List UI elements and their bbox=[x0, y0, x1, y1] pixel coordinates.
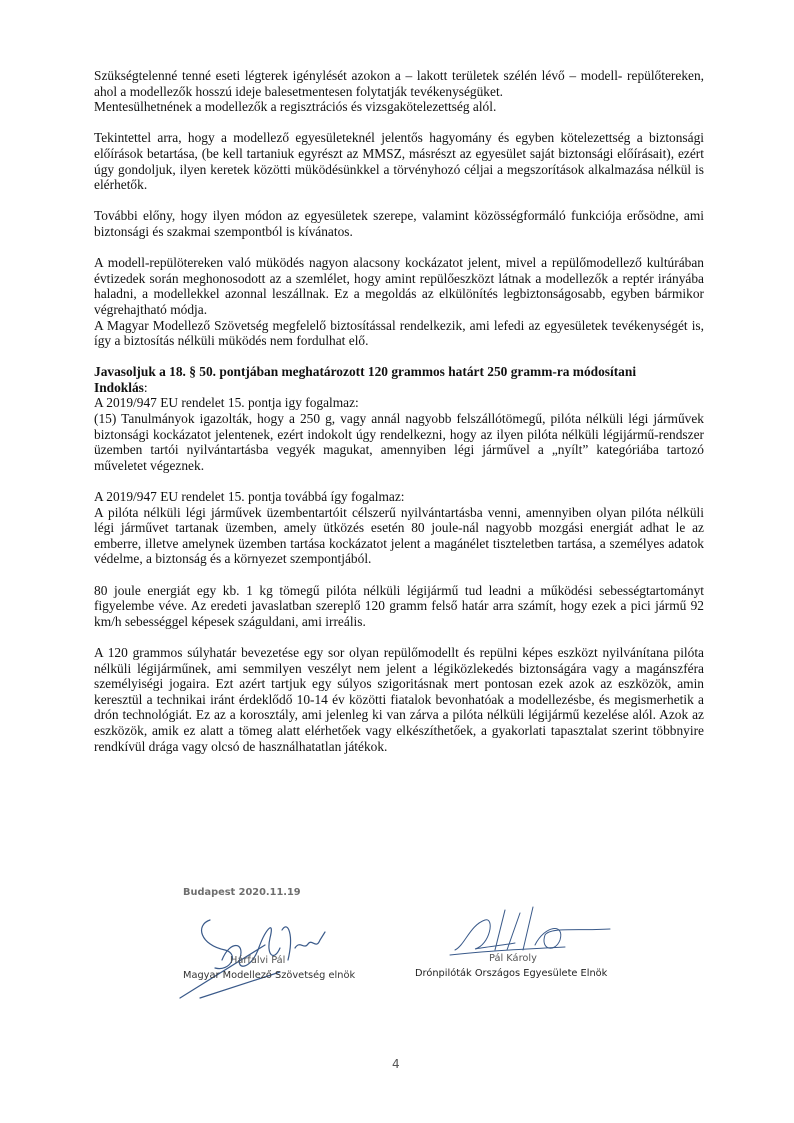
paragraph: A Magyar Modellező Szövetség megfelelő biztosítással rendelkezik, ami lefedi az egyesületek tevékenységét is, így a biztosítás nélküli müködés nem fordulhat elő. bbox=[94, 317, 704, 349]
paragraph: 80 joule energiát egy kb. 1 kg tömegű pilóta nélküli légijármű tud leadni a működési sebességtartományt figyelembe véve. Az eredeti javaslatban szereplő 120 gramm felső határ arra számít, hogy ezek a pici jármű 92 km/h sebességgel képesek száguldani, ami irreális. bbox=[94, 582, 704, 629]
signer-left-title: Magyar Modellező Szövetség elnök bbox=[183, 970, 356, 981]
signer-left-name: Hárfalvi Pál bbox=[230, 955, 286, 966]
document-body bbox=[94, 68, 704, 754]
paragraph: Szükségtelenné tenné eseti légterek igénylését azokon a – lakott területek szélén lévő – modell- repülőtereken, ahol a modellezők hosszú ideje balesetmentesen folytatják tevékenységüket. bbox=[94, 68, 704, 99]
place-date: Budapest 2020.11.19 bbox=[183, 887, 301, 898]
signer-right-title: Drónpilóták Országos Egyesülete Elnök bbox=[415, 968, 608, 979]
justification-label bbox=[94, 380, 704, 396]
paragraph: A modell-repülötereken való müködés nagyon alacsony kockázatot jelent, mivel a repülőmodellező kultúrában évtizedek során meghonosodott az a szemlélet, hogy amint repülőeszközt látnak a modellezők a reptér irányába haladni, a modellekkel azonnal leszállnak. Ez a megoldás az elkülönítés legbiztonságosabb, egyben bármikor végrehajtható módja. bbox=[94, 255, 704, 317]
signature-left-icon bbox=[170, 900, 350, 1000]
signature-block bbox=[0, 880, 794, 1000]
signer-right-name: Pál Károly bbox=[489, 953, 537, 964]
paragraph: A 2019/947 EU rendelet 15. pontja továbbá így fogalmaz: bbox=[94, 489, 405, 505]
quoted-paragraph: (15) Tanulmányok igazolták, hogy a 250 g, vagy annál nagyobb felszállótömegű, pilóta nélküli légi járművek biztonsági kockázatot jelentenek, ezért indokolt úgy rendelkezni, hogy az ilyen pilóta nélküli légijármű-rendszer üzemben tartói nyilvántartásba vegyék magukat, amennyiben légi járművel a „nyílt” kategóriába tartozó műveletet végeznek. bbox=[94, 411, 704, 473]
paragraph: További előny, hogy ilyen módon az egyesületek szerepe, valamint közösségformáló funkciója erősödne, ami biztonsági és szakmai szempontból is kívánatos. bbox=[94, 208, 704, 239]
proposal-heading: Javasoljuk a 18. § 50. pontjában meghatározott 120 grammos határt 250 gramm-ra módosítani bbox=[94, 364, 637, 380]
paragraph: A 120 grammos súlyhatár bevezetése egy sor olyan repülőmodellt és repülni képes eszközt nyilvánítana pilóta nélküli légijárműnek, ami semmilyen veszélyt nem jelent a légiközlekedés biztonságára vagy a magánszféra személyiségi jogaira. Ezt azért tartjuk egy súlyos szigoritásnak mert pontosan ezek azok az eszközök, amin keresztül a technikai iránt érdeklődő 10-14 év közötti fiatalok bevonhatóak a modellezésbe, és megismerhetik a drón technológiát. Ez az a korosztály, ami jelenleg ki van zárva a pilóta nélküli légijármű kezelése alól. Azok az eszközök, amik ez alatt a tömeg alatt elérhetőek vagy elkészíthetőek, a gyakorlati tapasztalat szerint többnyire rendkívül drága vagy olcsó de használhatatlan játékok. bbox=[94, 644, 704, 754]
quoted-paragraph: A pilóta nélküli légi járművek üzembentartóit célszerű nyilvántartásba venni, amennyiben olyan pilóta nélküli légi járművet tartanak üzemben, amely ütközés esetén 80 joule-nál nagyobb mozgási energiát adhat le az emberre, illetve amelynek üzemben tartása kockázatot jelent a magánélet tiszteletben tartása, a személyes adatok védelme, a biztonság és a környezet szempontjából. bbox=[94, 504, 704, 567]
paragraph: Tekintettel arra, hogy a modellező egyesületeknél jelentős hagyomány és egyben kötelezettség a biztonsági előírások betartása, (be kell tartaniuk egyrészt az MMSZ, másrészt az egyesület saját biztonsági előírásait), ezért úgy gondoljuk, ilyen keretek közötti müködésünkkel a törvényhozó céljai a megszorítások alkalmazása nélkül is elérhetők. bbox=[94, 130, 704, 193]
justification-label-text: Indoklás bbox=[94, 379, 144, 395]
justification-colon: : bbox=[143, 379, 148, 395]
paragraph: Mentesülhetnének a modellezők a regisztrációs és vizsgakötelezettség alól. bbox=[94, 99, 497, 115]
page-number: 4 bbox=[392, 1057, 400, 1071]
paragraph: A 2019/947 EU rendelet 15. pontja igy fogalmaz: bbox=[94, 395, 359, 411]
